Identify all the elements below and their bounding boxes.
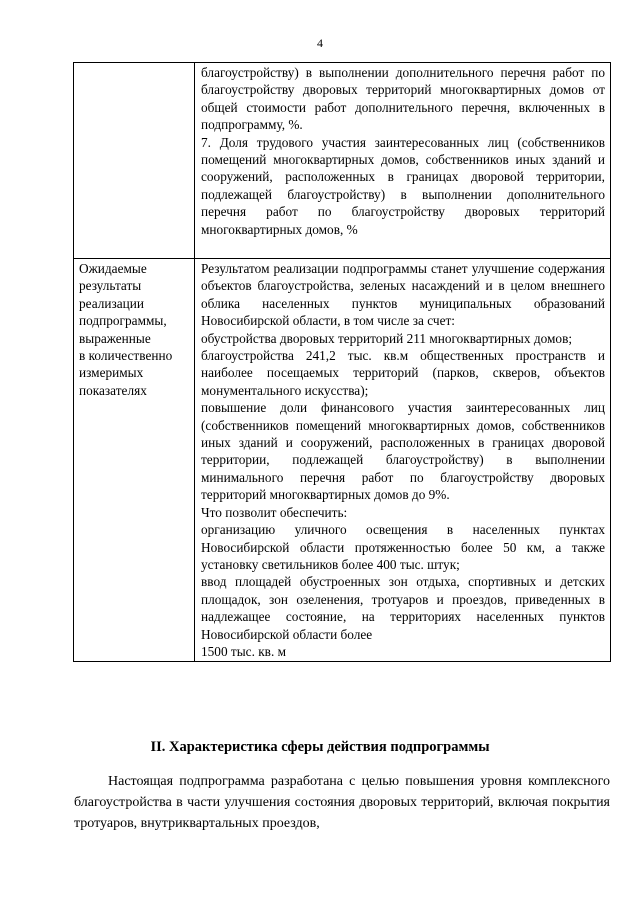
result-paragraph: ввод площадей обустроенных зон отдыха, спортивных и детских площадок, зон озеленения, тротуаров и проездов, приведенных в надлежащее состояние, на территориях населенных пунктов Новосибирской области более xyxy=(201,574,605,642)
section-title: II. Характеристика сферы действия подпрограммы xyxy=(150,739,490,755)
section-body: Настоящая подпрограмма разработана с целью повышения уровня комплексного благоустройства в части улучшения состояния дворовых территорий, включая покрытия тротуаров, внутриквартальных проездов, xyxy=(74,774,610,831)
row-content xyxy=(195,259,611,662)
result-paragraph: благоустройства 241,2 тыс. кв.м общественных пространств и наиболее посещаемых территорий (парков, скверов, объектов монументального искусства); xyxy=(201,348,605,398)
indicator-paragraph: благоустройству) в выполнении дополнительного перечня работ по благоустройству дворовых территорий многоквартирных домов от общей стоимости работ дополнительного перечня, включенных в подпрограмму, %. xyxy=(201,65,605,133)
page-number: 4 xyxy=(317,36,323,50)
passport-table xyxy=(73,62,611,662)
table-row xyxy=(74,259,611,662)
result-paragraph: Что позволит обеспечить: xyxy=(201,504,348,520)
row-label xyxy=(74,63,195,259)
row-content xyxy=(195,63,611,259)
result-paragraph: повышение доли финансового участия заинтересованных лиц (собственников помещений многоквартирных домов, собственников иных зданий и сооружений, расположенных в границах дворовой территории, подлежащей благоустройству) в выполнении минимального перечня работ по благоустройству дворовых территорий многоквартирных домов до 9%. xyxy=(201,400,605,503)
result-paragraph: обустройства дворовых территорий 211 многоквартирных домов; xyxy=(201,330,573,346)
result-paragraph: 1500 тыс. кв. м xyxy=(201,643,287,659)
row-label: Ожидаемые результаты реализации подпрограммы, выраженные в количественно измеримых показателях xyxy=(74,259,195,662)
result-paragraph: Результатом реализации подпрограммы станет улучшение содержания объектов благоустройства, зеленых насаждений и в целом внешнего облика населенных пунктов муниципальных образований Новосибирской области, в том числе за счет: xyxy=(201,261,605,329)
result-paragraph: организацию уличного освещения в населенных пунктах Новосибирской области протяженностью более 50 км, а также установку светильников более 400 тыс. штук; xyxy=(201,522,605,572)
indicator-paragraph: 7. Доля трудового участия заинтересованных лиц (собственников помещений многоквартирных домов, собственников иных зданий и сооружений, расположенных в границах дворовой территории, подлежащей благоустройству) в выполнении дополнительного перечня работ по благоустройству дворовых территорий многоквартирных домов, % xyxy=(201,134,605,237)
table-row xyxy=(74,63,611,259)
